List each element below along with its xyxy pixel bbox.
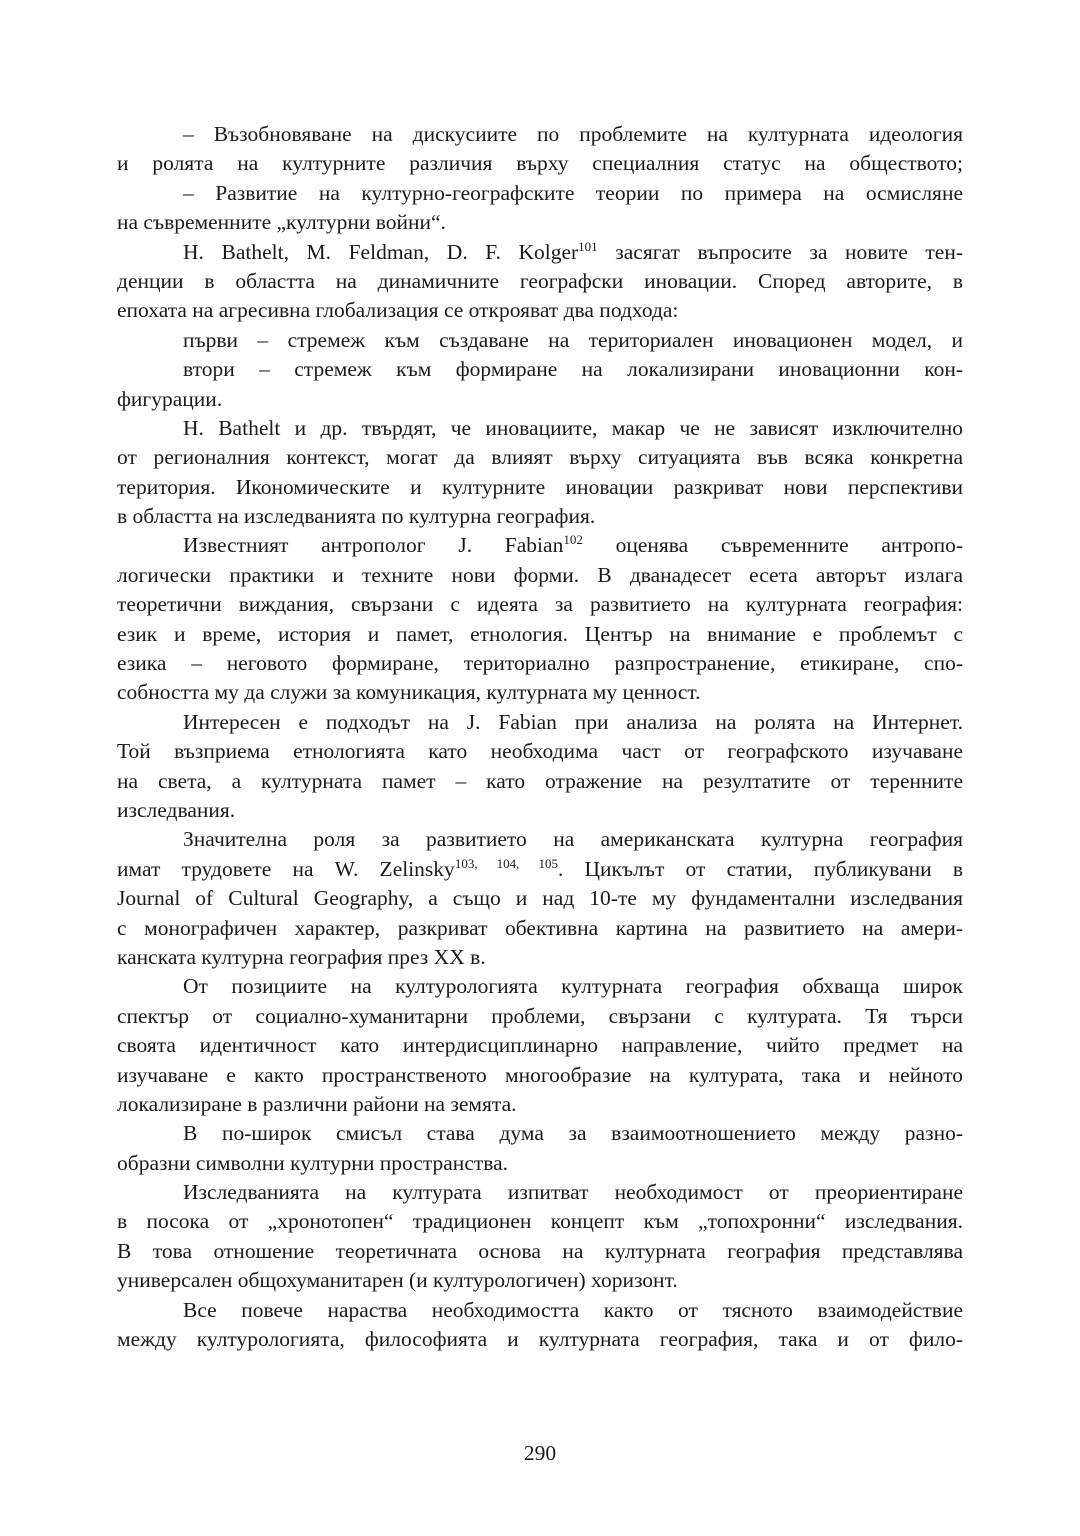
text-line: Изследванията на културата изпитват необходимост от преориентиране (183, 1180, 963, 1205)
text-line: теоретични виждания, свързани с идеята за развитието на културната география: (117, 592, 963, 617)
text-line: фигурации. (117, 386, 223, 411)
text-line: спектър от социално-хуманитарни проблеми, свързани с културата. Тя търси (117, 1003, 963, 1028)
page-number: 290 (523, 1441, 557, 1465)
text-line: между културологията, философията и културната география, така и от фило- (117, 1327, 963, 1352)
text-line: логически практики и техните нови форми. В дванадесет есета авторът излага (117, 562, 963, 587)
text-line: Той възприема етнологията като необходима част от географското изучаване (117, 739, 963, 764)
text-line: имат трудовете на W. Zelinsky$^{103, 104, 105}$. Цикълът от статии, публикувани в (117, 855, 964, 881)
text-line: собността му да служи за комуникация, културната му ценност. (117, 680, 701, 705)
text-line: образни символни културни пространства. (117, 1150, 509, 1175)
text-line: езика – неговото формиране, териториално разпространение, етикиране, спо- (117, 651, 963, 676)
text-line: в областта на изследванията по културна география. (117, 504, 596, 529)
text-line: В това отношение теоретичната основа на културната география представлява (117, 1238, 963, 1263)
text-line: – Възобновяване на дискусиите по проблемите на културната идеология (183, 122, 963, 146)
text-line: изследвания. (117, 797, 236, 822)
text-line: в посока от „хронотопен“ традиционен концепт към „топохронни“ изследвания. (117, 1209, 963, 1234)
text-line: от регионалния контекст, могат да влияят върху ситуацията във всяка конкретна (117, 445, 963, 470)
text-line: изучаване е както пространственото многообразие на културата, така и нейното (117, 1062, 963, 1087)
text-line: територия. Икономическите и културните иновации разкриват нови перспективи (117, 474, 963, 499)
text-line: H. Bathelt и др. твърдят, че иновациите, макар че не зависят изключително (183, 415, 963, 440)
text-line: универсален общохуманитарен (и културологичен) хоризонт. (117, 1268, 678, 1293)
text-line: втори – стремеж към формиране на локализирани иновационни кон- (183, 357, 963, 382)
footnote-ref[interactable]: 103, 104, 105 (454, 855, 558, 871)
text-line: и ролята на културните различия върху специалния статус на обществото; (117, 151, 963, 176)
text-line: на съвременните „културни войни“. (117, 210, 446, 235)
text-line: Известният антрополог J. Fabian$^{102}$ оценява съвременните антропо- (183, 532, 963, 558)
text-line: От позициите на културологията културната география обхваща широк (183, 974, 963, 999)
text-line: канската културна география през XX в. (117, 944, 486, 969)
text-line: първи – стремеж към създаване на териториален иновационен модел, и (183, 327, 963, 352)
text-line: В по-широк смисъл става дума за взаимоотношението между разно- (183, 1121, 963, 1146)
text-line: с монографичен характер, разкриват обективна картина на развитието на амери- (117, 915, 963, 940)
text-line: H. Bathelt, M. Feldman, D. F. Kolger$^{101}$ засягат въпросите за новите тен- (183, 238, 963, 264)
text-line: – Развитие на културно-географските теории по примера на осмисляне (183, 180, 963, 205)
footnote-ref[interactable]: 101 (578, 238, 598, 254)
text-line: денции в областта на динамичните географски иновации. Според авторите, в (117, 268, 963, 293)
text-line: своята идентичност като интердисциплинарно направление, чийто предмет на (117, 1033, 963, 1058)
text-line: Все повече нараства необходимостта както от тясното взаимодействие (183, 1297, 963, 1322)
text-line: локализиране в различни райони на земята. (117, 1091, 517, 1116)
text-line: на света, а културната памет – като отражение на резултатите от теренните (117, 768, 963, 793)
page-body (117, 120, 963, 1354)
text-line: език и време, история и памет, етнология. Център на внимание е проблемът с (117, 621, 963, 646)
footnote-ref[interactable]: 102 (563, 532, 583, 548)
text-line: епохата на агресивна глобализация се открояват два подхода: (117, 298, 679, 323)
text-line: Значителна роля за развитието на американската културна география (183, 827, 963, 852)
text-line: Journal of Cultural Geography, а също и над 10-те му фундаментални изследвания (117, 886, 963, 911)
text-line: Интересен е подходът на J. Fabian при анализа на ролята на Интернет. (183, 709, 963, 734)
